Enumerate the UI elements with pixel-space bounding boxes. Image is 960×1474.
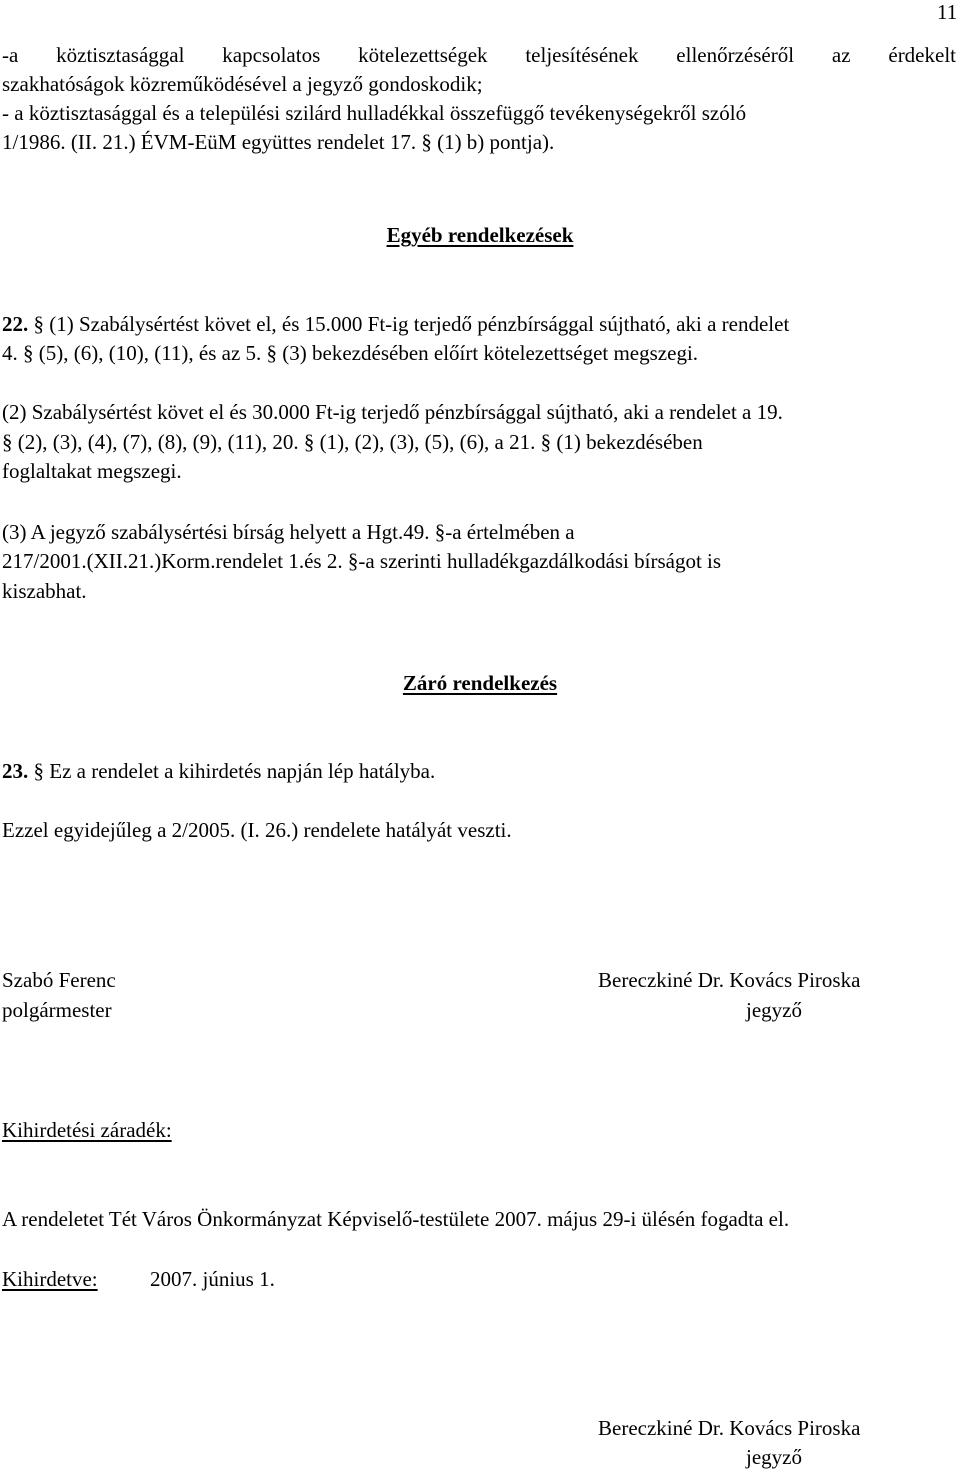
announced-date: 2007. június 1. <box>150 1267 275 1291</box>
intro-line-1: -a köztisztasággal kapcsolatos kötelezettségek teljesítésének ellenőrzéséről az érdekelt <box>2 43 956 67</box>
section-22-line-1 <box>2 310 789 339</box>
signature-right-name: Bereczkiné Dr. Kovács Piroska <box>598 968 861 992</box>
heading-other-provisions: Egyéb rendelkezések <box>386 223 574 247</box>
section-22-line-2: 4. § (5), (6), (10), (11), és az 5. § (3) bekezdésében előírt kötelezettséget megszegi. <box>2 341 699 365</box>
section-22-p2-line-1: (2) Szabálysértést követ el és 30.000 Ft-ig terjedő pénzbírsággal sújtható, aki a rendelet a 19. <box>2 400 783 424</box>
section-23-text: § Ez a rendelet a kihirdetés napján lép hatályba. <box>28 759 436 783</box>
clause-heading: Kihirdetési záradék: <box>2 1118 172 1142</box>
section-23-line-2: Ezzel egyidejűleg a 2/2005. (I. 26.) rendelete hatályát veszti. <box>2 818 512 842</box>
final-signature-title: jegyző <box>746 1445 802 1469</box>
intro-line-2: szakhatóságok közreműködésével a jegyző gondoskodik; <box>2 72 483 96</box>
intro-line-4: 1/1986. (II. 21.) ÉVM-EüM együttes rendelet 17. § (1) b) pontja). <box>2 130 555 154</box>
section-22-text: § (1) Szabálysértést követ el, és 15.000 Ft-ig terjedő pénzbírsággal sújtható, aki a rendelet <box>28 312 790 336</box>
intro-line-3: - a köztisztasággal és a települési szilárd hulladékkal összefüggő tevékenységekről szóló <box>2 101 747 125</box>
section-22-p3-line-1: (3) A jegyző szabálysértési bírság helyett a Hgt.49. §-a értelmében a <box>2 520 575 544</box>
section-23-line-1 <box>2 757 435 786</box>
section-23-number: 23. <box>2 759 29 783</box>
clause-text: A rendeletet Tét Város Önkormányzat Képviselő-testülete 2007. május 29-i ülésén fogadta el. <box>2 1207 790 1231</box>
section-22-p3-line-2: 217/2001.(XII.21.)Korm.rendelet 1.és 2. §-a szerinti hulladékgazdálkodási bírságot is <box>2 549 722 573</box>
final-signature-name: Bereczkiné Dr. Kovács Piroska <box>598 1416 861 1440</box>
signature-right-title: jegyző <box>746 998 802 1022</box>
signature-left-title: polgármester <box>2 998 112 1022</box>
announced-label: Kihirdetve: <box>2 1267 98 1291</box>
heading-final-provisions: Záró rendelkezés <box>402 671 558 695</box>
section-22-p2-line-3: foglaltakat megszegi. <box>2 459 182 483</box>
signature-left-name: Szabó Ferenc <box>2 968 116 992</box>
page-number: 11 <box>937 0 958 24</box>
announced-line <box>2 1265 98 1294</box>
section-22-p3-line-3: kiszabhat. <box>2 579 87 603</box>
section-22-p2-line-2: § (2), (3), (4), (7), (8), (9), (11), 20. § (1), (2), (3), (5), (6), a 21. § (1) bekezdésében <box>2 430 703 454</box>
section-22-number: 22. <box>2 312 29 336</box>
